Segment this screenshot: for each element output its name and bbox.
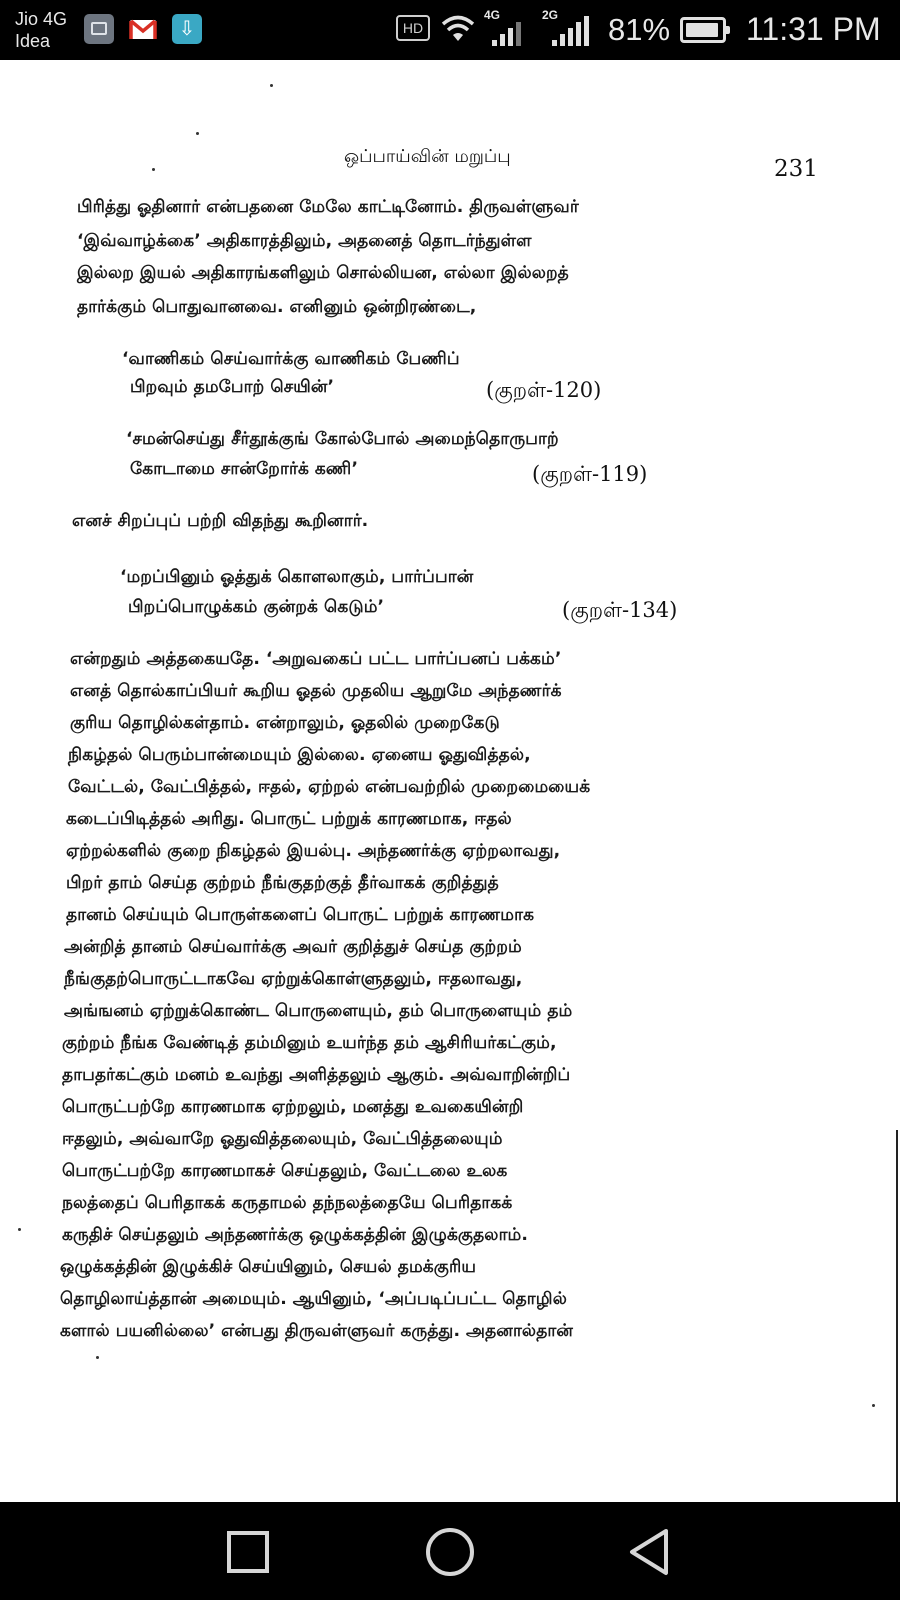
paragraph-line: கருதிச் செய்தலும் அந்தணர்க்கு ஒழுக்கத்தின் இழுக்குதலாம். [62,1225,528,1245]
kural-quote-line: கோடாமை சான்றோர்க் கணி’ [130,459,359,479]
network-type-2: 2G [542,8,559,22]
paragraph-line: பிரித்து ஓதினார் என்பதனை மேலே காட்டினோம். திருவள்ளுவர் [77,197,579,217]
scan-speck [96,1356,99,1359]
scan-speck [196,132,199,135]
scan-speck [872,1404,875,1407]
paragraph-line: நிகழ்தல் பெரும்பான்மையும் இல்லை. ஏனைய ஓதுவித்தல், [68,745,531,765]
paragraph-line: பிறர் தாம் செய்த குற்றம் நீங்குதற்குத் தீர்வாகக் குறித்துத் [66,873,499,893]
clock: 11:31 PM [746,11,881,47]
gmail-icon[interactable] [128,14,158,44]
paragraph-line: குற்றம் நீங்க வேண்டித் தம்மினும் உயர்ந்த தம் ஆசிரியர்கட்கும், [62,1033,557,1053]
kural-reference: (குறள்-120) [486,378,602,402]
gallery-icon[interactable] [84,14,114,44]
kural-quote-line: பிறப்பொழுக்கம் குன்றக் கெடும்’ [128,597,385,617]
kural-quote-line: ‘மறப்பினும் ஓத்துக் கொளலாகும், பார்ப்பான் [120,567,474,587]
paragraph-line: ஒழுக்கத்தின் இழுக்கிச் செய்யினும், செயல் தமக்குரிய [60,1257,477,1277]
carrier-primary: Jio 4G [15,9,68,29]
paragraph-line: ஏற்றல்களில் குறை நிகழ்தல் இயல்பு. அந்தணர்க்கு ஏற்றலாவது, [66,841,561,861]
signal-strength-icon-2 [550,16,594,46]
battery-icon [680,17,726,43]
paragraph-line: தாபதர்கட்கும் மனம் உவந்து அளித்தலும் ஆகும். அவ்வாறின்றிப் [62,1065,571,1085]
paragraph-line: கடைப்பிடித்தல் அரிது. பொருட் பற்றுக் காரணமாக, ஈதல் [66,809,512,829]
paragraph-line: வேட்டல், வேட்பித்தல், ஈதல், ஏற்றல் என்பவற்றில் முறைமையைக் [68,777,591,797]
paragraph-line: அங்ஙனம் ஏற்றுக்கொண்ட பொருளையும், தம் பொருளையும் தம் [64,1001,573,1021]
page-header: ஒப்பாய்வின் மறுப்பு [344,146,511,167]
page-number: 231 [774,156,818,182]
paragraph-line: என்றதும் அத்தகையதே. ‘அறுவகைப் பட்ட பார்ப்பனப் பக்கம்’ [70,649,562,669]
scan-speck [270,84,273,87]
kural-quote-line: ‘வாணிகம் செய்வார்க்கு வாணிகம் பேணிப் [122,349,460,369]
kural-reference: (குறள்-119) [532,462,648,486]
back-button[interactable] [620,1524,680,1580]
paragraph-line: களால் பயனில்லை’ என்பது திருவள்ளுவர் கருத்து. அதனால்தான் [60,1321,574,1341]
scan-edge-line [896,1130,898,1540]
signal-strength-icon [490,20,530,46]
kural-quote-line: பிறவும் தமபோற் செயின்’ [130,377,335,397]
kural-reference: (குறள்-134) [562,598,678,622]
carrier-secondary: Idea [15,31,51,51]
paragraph-line: நலத்தைப் பெரிதாகக் கருதாமல் தந்நலத்தையே பெரிதாகக் [62,1193,513,1213]
paragraph-line: ‘இவ்வாழ்க்கை’ அதிகாரத்திலும், அதனைத் தொடர்ந்துள்ள [77,231,532,251]
paragraph-line: நீங்குதற்பொருட்டாகவே ஏற்றுக்கொள்ளுதலும், ஈதலாவது, [64,969,523,989]
paragraph-line: எனத் தொல்காப்பியர் கூறிய ஓதல் முதலிய ஆறுமே அந்தணர்க் [70,681,562,701]
paragraph-line: தானம் செய்யும் பொருள்களைப் பொருட் பற்றுக் காரணமாக [66,905,535,925]
paragraph-line: அன்றித் தானம் செய்வார்க்கு அவர் குறித்துச் செய்த குற்றம் [64,937,522,957]
paragraph-line: தொழிலாய்த்தான் அமையும். ஆயினும், ‘அப்படிப்பட்ட தொழில் [60,1289,567,1309]
network-type-1: 4G [484,8,501,22]
paragraph-line: பொருட்பற்றே காரணமாகச் செய்தலும், வேட்டலை உலக [62,1161,508,1181]
kural-quote-line: ‘சமன்செய்து சீர்தூக்குங் கோல்போல் அமைந்தொருபாற் [126,429,559,449]
navigation-bar [0,1502,900,1600]
paragraph-line: பொருட்பற்றே காரணமாக ஏற்றலும், மனத்து உவகையின்றி [62,1097,524,1117]
status-bar [0,0,900,60]
download-icon[interactable] [172,14,202,44]
paragraph-line: எனச் சிறப்புப் பற்றி விதந்து கூறினார். [72,511,369,531]
scan-speck [18,1228,21,1231]
hd-voice-badge: HD [396,15,430,41]
paragraph-line: தார்க்கும் பொதுவானவை. எனினும் ஒன்றிரண்டை, [77,297,477,317]
recents-button[interactable] [218,1524,278,1580]
home-button[interactable] [420,1524,480,1580]
document-page [0,60,900,1502]
paragraph-line: ஈதலும், அவ்வாறே ஓதுவித்தலையும், வேட்பித்தலையும் [62,1129,503,1149]
scan-speck [152,168,155,171]
paragraph-line: இல்லற இயல் அதிகாரங்களிலும் சொல்லியன, எல்லா இல்லறத் [77,263,569,283]
carrier-info [15,8,67,52]
paragraph-line: குரிய தொழில்கள்தாம். என்றாலும், ஓதலில் முறைகேடு [70,713,500,733]
wifi-icon [440,12,476,44]
battery-percent: 81% [608,12,671,47]
